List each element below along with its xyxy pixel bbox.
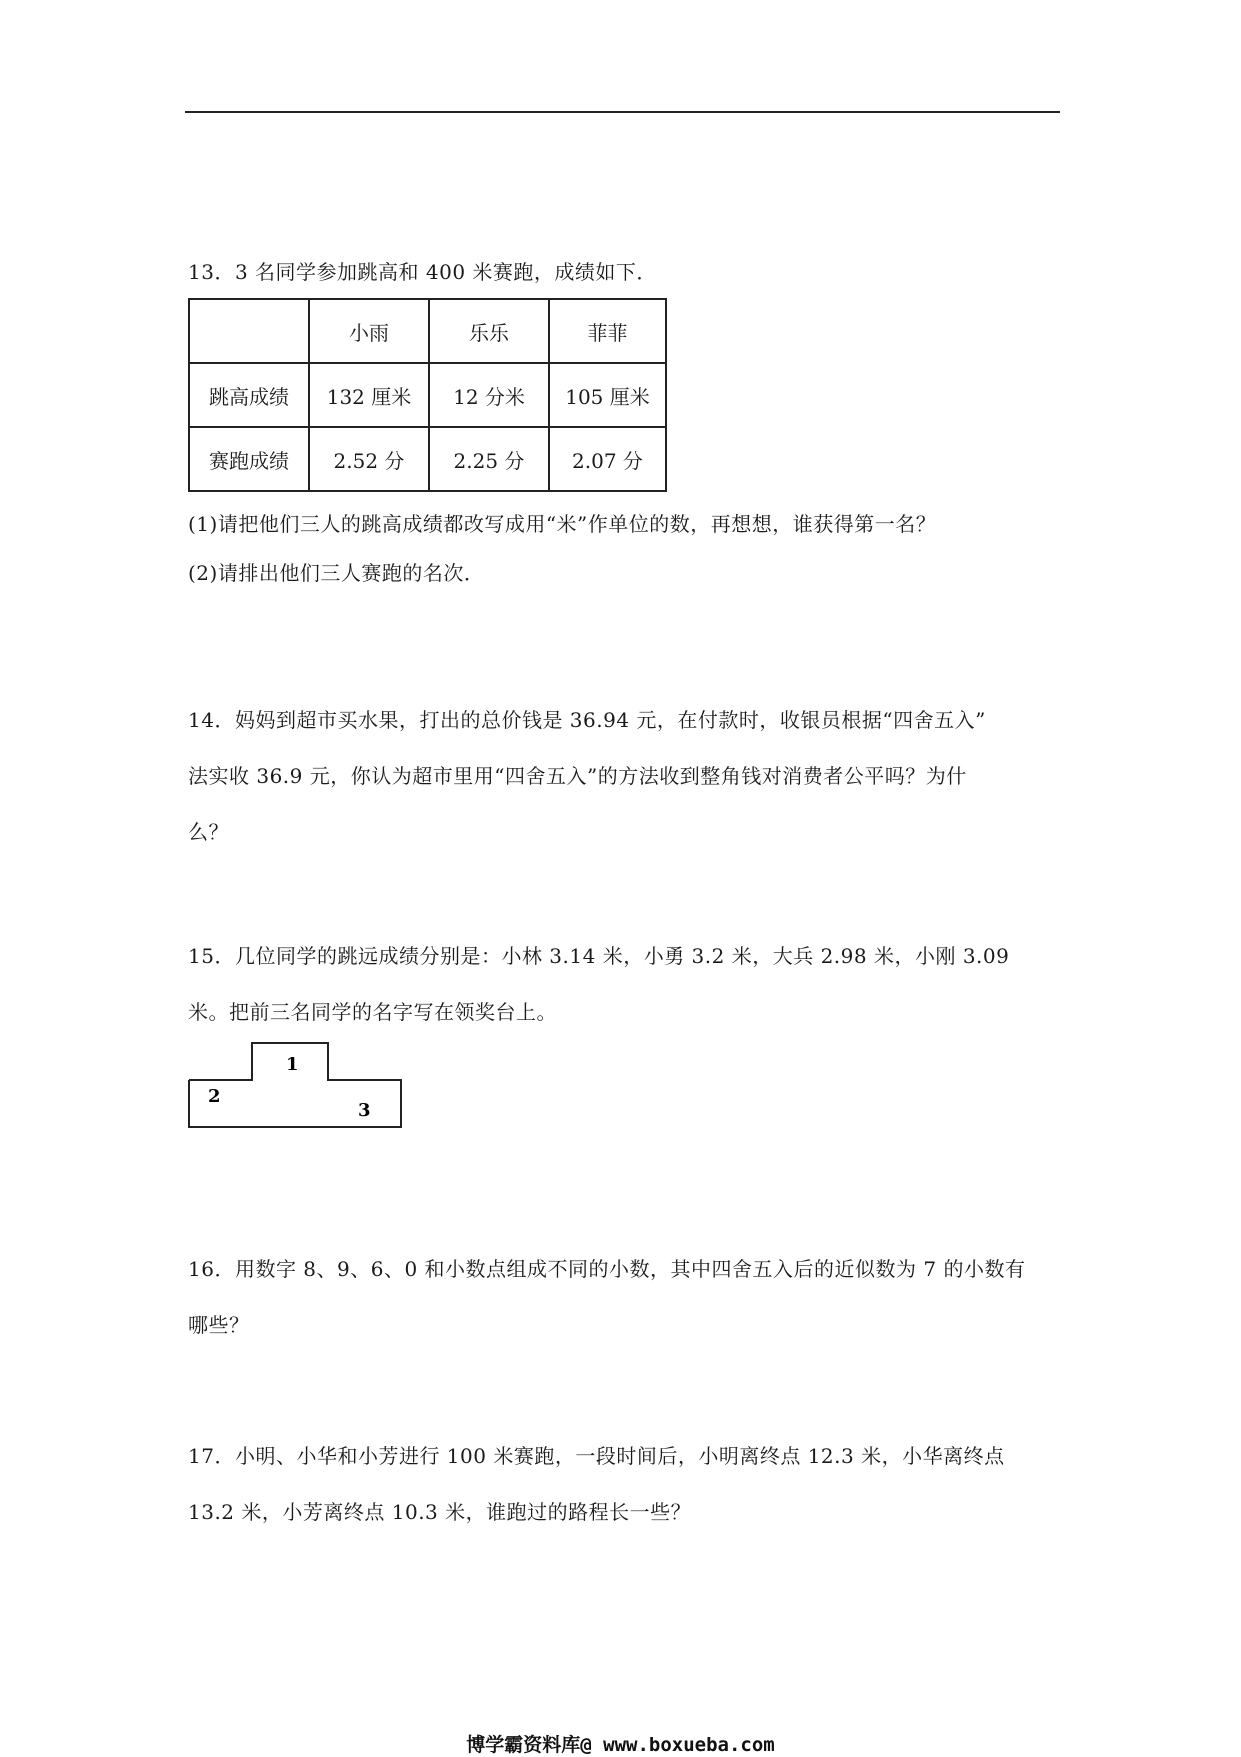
header-rule [185, 111, 1060, 113]
question-14-line: 14．妈妈到超市买水果，打出的总价钱是 36.94 元，在付款时，收银员根据“四舍五入” [188, 708, 986, 732]
question-15-line: 米。把前三名同学的名字写在领奖台上。 [188, 1000, 557, 1024]
table-cell: 2.07 分 [549, 427, 666, 491]
question-17-line: 13.2 米，小芳离终点 10.3 米，谁跑过的路程长一些？ [188, 1500, 692, 1524]
footer-watermark: 博学霸资料库@ www.boxueba.com [466, 1734, 775, 1756]
table-cell: 2.52 分 [309, 427, 429, 491]
table-header-cell [189, 299, 309, 363]
table-cell: 105 厘米 [549, 363, 666, 427]
question-16 [188, 1241, 1026, 1353]
score-table [188, 298, 667, 492]
question-16-line: 16．用数字 8、9、6、0 和小数点组成不同的小数，其中四舍五入后的近似数为 7 的小数有 [188, 1257, 1026, 1281]
question-15 [188, 928, 1009, 1040]
table-cell: 132 厘米 [309, 363, 429, 427]
table-header-cell: 菲菲 [549, 299, 666, 363]
podium-first-label: 1 [286, 1054, 299, 1075]
question-13-sub-1: (1)请把他们三人的跳高成绩都改写成用“米”作单位的数，再想想，谁获得第一名？ [188, 512, 937, 536]
question-14-line: 法实收 36.9 元，你认为超市里用“四舍五入”的方法收到整角钱对消费者公平吗？为什 [188, 764, 967, 788]
table-cell: 2.25 分 [429, 427, 549, 491]
question-16-line: 哪些？ [188, 1313, 250, 1337]
table-header-row [189, 299, 666, 363]
table-cell: 跳高成绩 [189, 363, 309, 427]
table-row [189, 363, 666, 427]
question-13-sub-2: (2)请排出他们三人赛跑的名次． [188, 561, 485, 585]
table-cell: 12 分米 [429, 363, 549, 427]
question-13-title: 13．3 名同学参加跳高和 400 米赛跑，成绩如下． [188, 260, 657, 284]
table-cell: 赛跑成绩 [189, 427, 309, 491]
question-15-line: 15．几位同学的跳远成绩分别是：小林 3.14 米，小勇 3.2 米，大兵 2.98 米，小刚 3.09 [188, 944, 1010, 968]
question-14 [188, 692, 986, 860]
question-17-line: 17．小明、小华和小芳进行 100 米赛跑，一段时间后，小明离终点 12.3 米，小华离终点 [188, 1444, 1005, 1468]
podium-diagram [188, 1042, 406, 1128]
table-header-cell: 乐乐 [429, 299, 549, 363]
podium-second-label: 2 [208, 1086, 221, 1107]
question-14-line: 么？ [188, 820, 229, 844]
podium-third-label: 3 [358, 1100, 371, 1121]
question-13 [188, 244, 657, 300]
table-row [189, 427, 666, 491]
table-header-cell: 小雨 [309, 299, 429, 363]
question-17 [188, 1428, 1005, 1540]
